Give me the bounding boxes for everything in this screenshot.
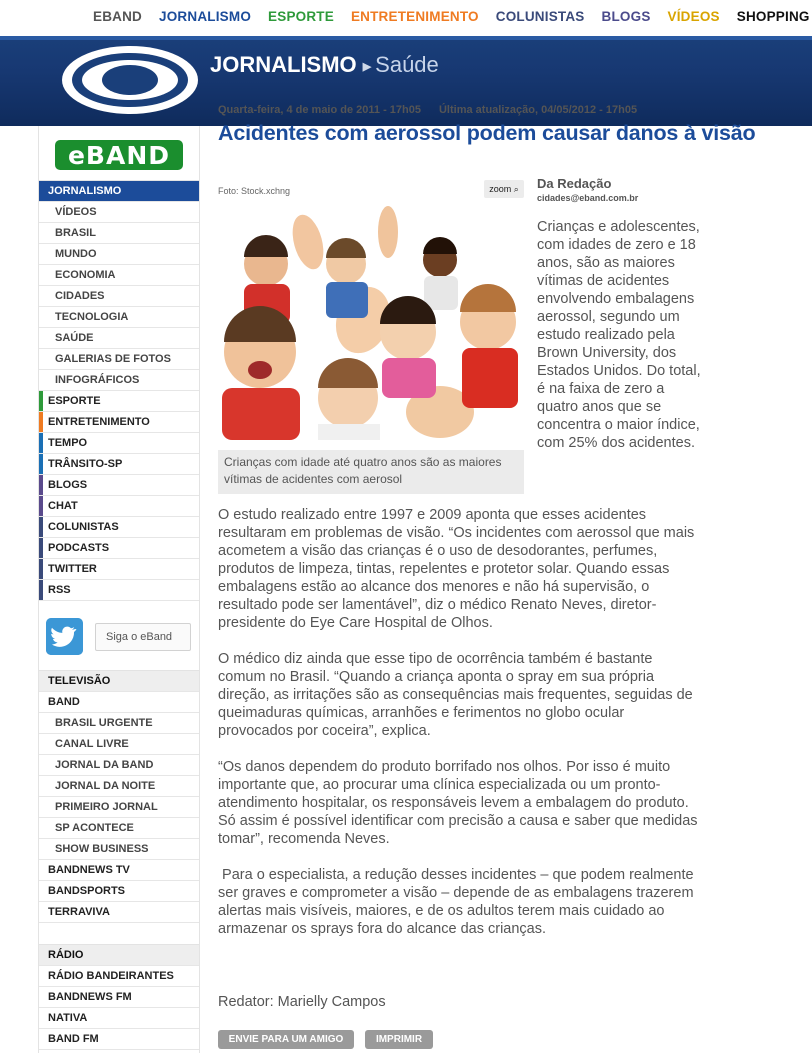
- sidebar-item-economia[interactable]: ECONOMIA: [39, 265, 199, 286]
- photo-caption: Crianças com idade até quatro anos são as maiores vítimas de acidentes com aerosol: [218, 450, 524, 494]
- zoom-label: zoom: [489, 184, 512, 194]
- header-highlight: [0, 36, 812, 40]
- sidebar-item-radio: RÁDIO: [39, 945, 199, 966]
- sidebar-item-transito-sp[interactable]: [39, 454, 199, 475]
- sidebar-item-label: BLOGS: [48, 479, 88, 491]
- sidebar-color-indicator: [39, 454, 43, 474]
- sidebar-item-jornalismo[interactable]: JORNALISMO: [39, 181, 199, 202]
- byline: [537, 176, 638, 203]
- article-lead: Crianças e adolescentes, com idades de zero e 18 anos, são as maiores vítimas de acidentes envolvendo embalagens aerossol, segundo um estudo realizado pela Brown University, dos Estados Unidos. Do total, é na faixa de zero a quatro anos que se concentra o maior índice, com 25% dos acidentes.: [537, 219, 701, 451]
- sidebar-item-bandnews-fm[interactable]: BANDNEWS FM: [39, 987, 199, 1008]
- sidebar-spacer: [39, 923, 199, 945]
- sidebar-item-chat[interactable]: [39, 496, 199, 517]
- sidebar-color-indicator: [39, 391, 43, 411]
- breadcrumb: [210, 52, 439, 78]
- sidebar-item-bandnews-tv[interactable]: BANDNEWS TV: [39, 860, 199, 881]
- social-follow: [39, 601, 199, 671]
- sidebar-item-podcasts[interactable]: [39, 538, 199, 559]
- sidebar-item-jornal-da-noite[interactable]: JORNAL DA NOITE: [39, 776, 199, 797]
- update-date: Última atualização, 04/05/2012 - 17h05: [438, 104, 638, 116]
- breadcrumb-arrow-icon: ▶: [362, 61, 372, 73]
- top-nav-blogs[interactable]: BLOGS: [601, 9, 651, 24]
- top-nav-jornalismo[interactable]: JORNALISMO: [159, 9, 252, 24]
- band-eye-logo[interactable]: [60, 44, 200, 116]
- top-nav-esporte[interactable]: ESPORTE: [268, 9, 334, 24]
- sidebar-item-label: ESPORTE: [48, 395, 101, 407]
- sidebar-item-rss[interactable]: [39, 580, 199, 601]
- author-email[interactable]: cidades@eband.com.br: [537, 193, 639, 203]
- top-nav-colunistas[interactable]: COLUNISTAS: [495, 9, 585, 24]
- top-nav-list: [93, 9, 812, 24]
- sidebar-item-sp-acontece[interactable]: SP ACONTECE: [39, 818, 199, 839]
- top-nav-videos[interactable]: VÍDEOS: [667, 9, 720, 24]
- sidebar-color-indicator: [39, 433, 43, 453]
- article-paragraph: Para o especialista, a redução desses incidentes – que podem realmente ser graves e comprometer a visão – depende de as embalagens trazerem alertas mais visíveis, maiores, e de os adultos terem mais cuidado ao armazenar os sprays fora do alcance das crianças.: [218, 867, 698, 937]
- sidebar-item-label: TEMPO: [48, 437, 88, 449]
- article-paragraph: O médico diz ainda que esse tipo de ocorrência também é bastante comum no Brasil. “Quando a criança aponta o spray em sua própria direção, as irritações são as consequências mais frequentes, seguidas de queimaduras químicas, arranhões e ferimentos no globo ocular provocados por coceira”, explica.: [218, 651, 693, 739]
- top-nav-eband[interactable]: EBAND: [93, 9, 143, 24]
- sidebar-item-label: TRÂNSITO-SP: [48, 458, 123, 470]
- sidebar-item-primeiro-jornal[interactable]: PRIMEIRO JORNAL: [39, 797, 199, 818]
- article-body: [218, 506, 698, 956]
- sidebar-item-radio-bandeirantes[interactable]: RÁDIO BANDEIRANTES: [39, 966, 199, 987]
- sidebar-item-brasil[interactable]: BRASIL: [39, 223, 199, 244]
- sidebar-item-label: PODCASTS: [48, 542, 110, 554]
- zoom-button[interactable]: [484, 180, 524, 198]
- photo-box: [218, 178, 524, 494]
- top-nav-entretenimento[interactable]: ENTRETENIMENTO: [350, 9, 479, 24]
- sidebar-item-twitter[interactable]: [39, 559, 199, 580]
- brand-area: [39, 126, 199, 181]
- breadcrumb-subsection[interactable]: Saúde: [375, 52, 439, 77]
- sidebar-item-band[interactable]: BAND: [39, 692, 199, 713]
- sidebar-nav-tv: [39, 671, 199, 923]
- sidebar-item-label: TWITTER: [48, 563, 97, 575]
- publish-date: Quarta-feira, 4 de maio de 2011 - 17h05: [218, 104, 421, 116]
- top-nav-shopping[interactable]: SHOPPING: [736, 9, 810, 24]
- article-title: Acidentes com aerossol podem causar danos à visão: [218, 121, 756, 145]
- sidebar-item-band-fm[interactable]: BAND FM: [39, 1029, 199, 1050]
- sidebar-item-infograficos[interactable]: INFOGRÁFICOS: [39, 370, 199, 391]
- sidebar-item-cidades[interactable]: CIDADES: [39, 286, 199, 307]
- sidebar-item-galerias-de-fotos[interactable]: GALERIAS DE FOTOS: [39, 349, 199, 370]
- sidebar-item-televisao: TELEVISÃO: [39, 671, 199, 692]
- sidebar-color-indicator: [39, 496, 43, 516]
- top-navigation: [0, 0, 812, 36]
- sidebar-item-saude[interactable]: SAÚDE: [39, 328, 199, 349]
- sidebar-item-tempo[interactable]: [39, 433, 199, 454]
- sidebar-color-indicator: [39, 412, 43, 432]
- sidebar-item-blogs[interactable]: [39, 475, 199, 496]
- left-sidebar: [38, 126, 200, 1053]
- twitter-bird-icon[interactable]: [46, 618, 83, 655]
- breadcrumb-section[interactable]: JORNALISMO: [210, 52, 357, 77]
- print-button[interactable]: IMPRIMIR: [365, 1030, 433, 1049]
- sidebar-item-mundo[interactable]: MUNDO: [39, 244, 199, 265]
- sidebar-item-label: COLUNISTAS: [48, 521, 119, 533]
- sidebar-item-colunistas[interactable]: [39, 517, 199, 538]
- sidebar-item-brasil-urgente[interactable]: BRASIL URGENTE: [39, 713, 199, 734]
- sidebar-item-tecnologia[interactable]: TECNOLOGIA: [39, 307, 199, 328]
- sidebar-nav-radio: [39, 945, 199, 1050]
- send-to-friend-button[interactable]: ENVIE PARA UM AMIGO: [218, 1030, 354, 1049]
- sidebar-color-indicator: [39, 517, 43, 537]
- article-meta: [218, 104, 637, 116]
- sidebar-item-nativa[interactable]: NATIVA: [39, 1008, 199, 1029]
- sidebar-item-entretenimento[interactable]: [39, 412, 199, 433]
- sidebar-color-indicator: [39, 475, 43, 495]
- sidebar-item-jornal-da-band[interactable]: JORNAL DA BAND: [39, 755, 199, 776]
- article-paragraph: “Os danos dependem do produto borrifado nos olhos. Por isso é muito importante que, ao procurar uma clínica especializada ou um pronto-atendimento hospitalar, os responsáveis levem a embalagem do produto. Só assim é possível identificar com precisão a causa e saber que medidas tomar”, recomenda Neves.: [218, 759, 698, 847]
- author-name: Da Redação: [537, 176, 612, 191]
- sidebar-item-label: CHAT: [48, 500, 78, 512]
- sidebar-item-videos[interactable]: VÍDEOS: [39, 202, 199, 223]
- sidebar-item-terraviva[interactable]: TERRAVIVA: [39, 902, 199, 923]
- children-photo-illustration: [218, 202, 524, 440]
- sidebar-item-bandsports[interactable]: BANDSPORTS: [39, 881, 199, 902]
- sidebar-item-canal-livre[interactable]: CANAL LIVRE: [39, 734, 199, 755]
- sidebar-item-show-business[interactable]: SHOW BUSINESS: [39, 839, 199, 860]
- sidebar-color-indicator: [39, 580, 43, 600]
- magnifier-icon: ⌕: [513, 184, 519, 194]
- follow-eband-button[interactable]: Siga o eBand: [95, 623, 191, 651]
- sidebar-color-indicator: [39, 559, 43, 579]
- sidebar-nav-main: [39, 181, 199, 601]
- article-paragraph: O estudo realizado entre 1997 e 2009 aponta que esses acidentes resultaram em problemas de visão. “Os incidentes com aerossol que mais acometem a visão das crianças é o uso de desodorantes, perfumes, produtos de limpeza, tintas, repelentes e protetor solar. Quando essas embalagens estão ao alcance dos menores e não há supervisão, o resultado pode ser lamentável”, diz o médico Renato Neves, diretor-presidente do Eye Care Hospital de Olhos.: [218, 507, 695, 631]
- photo-credit: Foto: Stock.xchng: [218, 186, 291, 196]
- eband-logo[interactable]: eBAND: [55, 140, 183, 170]
- sidebar-item-label: RSS: [48, 584, 71, 596]
- sidebar-item-esporte[interactable]: [39, 391, 199, 412]
- article-redator: Redator: Marielly Campos: [218, 994, 386, 1010]
- article-photo[interactable]: [218, 202, 524, 440]
- sidebar-color-indicator: [39, 538, 43, 558]
- sidebar-item-label: ENTRETENIMENTO: [48, 416, 150, 428]
